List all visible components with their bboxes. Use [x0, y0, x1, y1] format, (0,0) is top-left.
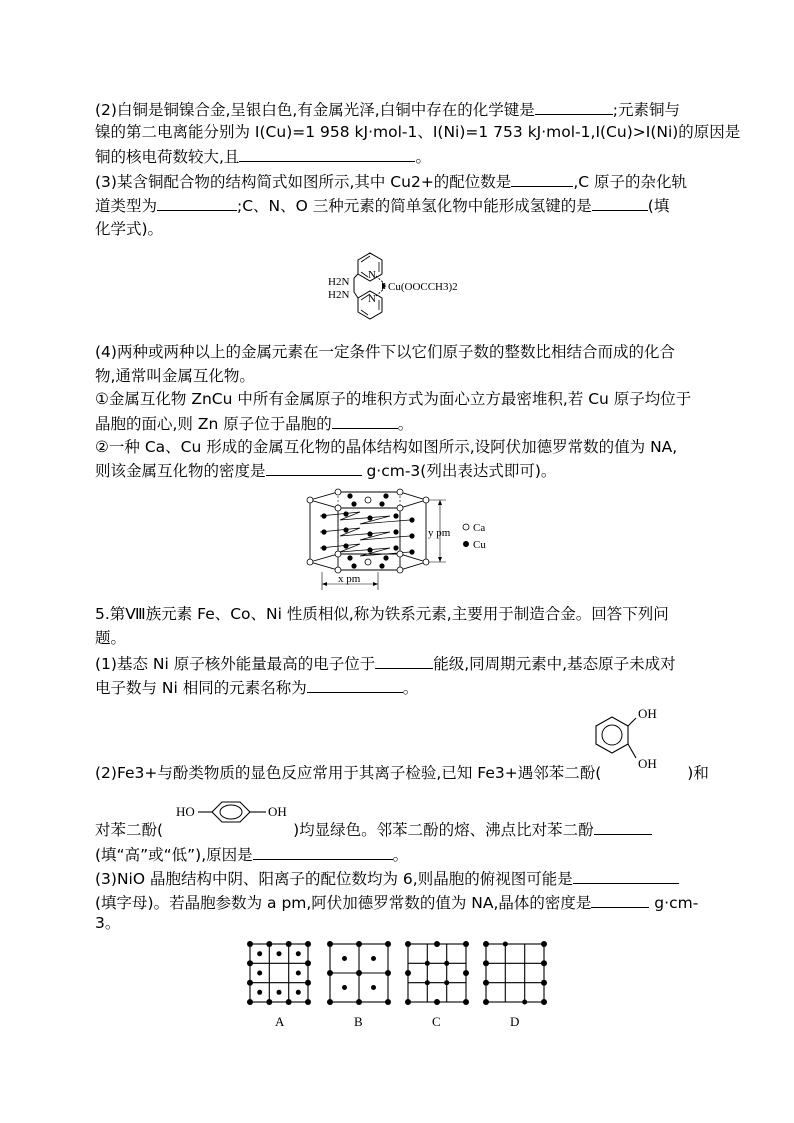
text: ;C、N、O 三种元素的简单氢化物中能形成氢键的是	[237, 197, 592, 215]
option-d-dots	[483, 941, 547, 1005]
answer-blank[interactable]	[375, 652, 433, 669]
text: 对苯二酚(	[95, 821, 164, 839]
n-label-bottom: N	[368, 293, 376, 305]
oh-label: OH	[638, 706, 657, 721]
answer-blank[interactable]	[253, 843, 393, 860]
answer-blank[interactable]	[535, 98, 613, 115]
text: g·cm-3(列出表达式即可)。	[361, 462, 557, 480]
text: (填字母)。若晶胞参数为 a pm,阿伏加德罗常数的值为 NA,晶体的密度是	[95, 894, 592, 912]
answer-blank[interactable]	[573, 867, 679, 884]
q5-p3-line3: 3。	[95, 914, 121, 932]
ho-label: HO	[176, 804, 195, 819]
q4-p4a-line2	[95, 412, 413, 435]
q4-p4a-line1: ①金属互化物 ZnCu 中所有金属原子的堆积方式为面心立方最密堆积,若 Cu 原子均位于	[95, 390, 692, 408]
q4-p3-line1	[95, 170, 687, 193]
text: (填“高”或“低”),原因是	[95, 846, 253, 864]
text: 电子数与 Ni 相同的元素名称为	[95, 679, 307, 697]
oh-label: OH	[638, 756, 657, 771]
text: 铜的核电荷数较大,且	[95, 148, 240, 166]
text: )均显绿色。邻苯二酚的熔、沸点比对苯二酚	[293, 821, 594, 839]
option-c-label: C	[432, 1014, 441, 1029]
q4-p2-line1	[95, 98, 680, 121]
text: g·cm-	[649, 894, 699, 912]
ca-cu-crystal-figure	[300, 486, 500, 596]
cu-legend-marker	[463, 541, 469, 547]
q4-p2-line2: 镍的第二电离能分别为 I(Cu)=1 958 kJ·mol-1、I(Ni)=1 753 kJ·mol-1,I(Cu)>I(Ni)的原因是	[95, 123, 741, 141]
cu-legend-label: Cu	[473, 539, 486, 551]
answer-blank[interactable]	[266, 459, 362, 476]
answer-blank[interactable]	[157, 194, 237, 211]
text: 则该金属互化物的密度是	[95, 462, 266, 480]
q5-p2-line2	[95, 818, 652, 841]
h2n-bottom-label: H2N	[328, 289, 350, 301]
answer-blank[interactable]	[591, 891, 649, 908]
q5-p1-line1	[95, 652, 676, 675]
answer-blank[interactable]	[592, 194, 648, 211]
q5-p3-line1	[95, 867, 679, 890]
text: (2)Fe3+与酚类物质的显色反应常用于其离子检验,已知 Fe3+遇邻苯二酚(	[95, 764, 602, 782]
text: (2)白铜是铜镍合金,呈银白色,有金属光泽,白铜中存在的化学键是	[95, 101, 535, 119]
option-d-label: D	[510, 1014, 520, 1029]
q4-p3-line3: 化学式)。	[95, 220, 164, 238]
text: 。	[392, 846, 409, 864]
text: 道类型为	[95, 197, 158, 215]
q4-p4-line1: (4)两种或两种以上的金属元素在一定条件下以它们原子数的整数比相结合而成的化合	[95, 343, 675, 361]
answer-blank[interactable]	[511, 170, 573, 187]
cu-acetate-label: Cu(OOCCH3)2	[388, 281, 458, 293]
text: (填	[647, 197, 670, 215]
text: (3)NiO 晶胞结构中阴、阳离子的配位数均为 6,则晶胞的俯视图可能是	[95, 870, 573, 888]
q5-stem-line1: 5.第Ⅷ族元素 Fe、Co、Ni 性质相似,称为铁系元素,主要用于制造合金。回答下列问	[95, 605, 669, 623]
q4-p4b-line2	[95, 459, 556, 482]
option-a-dots	[247, 941, 311, 1005]
answer-blank[interactable]	[307, 676, 403, 693]
nio-options-figure	[240, 938, 560, 1034]
text: 。	[402, 679, 419, 697]
q5-p2-line3	[95, 843, 408, 866]
option-d-grid	[486, 944, 544, 1002]
text: 。	[415, 148, 431, 166]
q5-p3-line2	[95, 891, 698, 914]
h2n-top-label: H2N	[328, 276, 350, 288]
text: 能级,同周期元素中,基态原子未成对	[433, 655, 676, 673]
q5-stem-line2: 题。	[95, 629, 127, 647]
text: ,C 原子的杂化轨	[573, 173, 687, 191]
text: )和	[687, 764, 709, 782]
text: ;元素铜与	[612, 101, 680, 119]
text: 晶胞的面心,则 Zn 原子位于晶胞的	[95, 415, 332, 433]
answer-blank[interactable]	[594, 818, 652, 835]
q5-p1-line2	[95, 676, 418, 699]
y-pm-label: y pm	[428, 527, 451, 539]
oh-label: OH	[268, 804, 287, 819]
ca-legend-marker	[463, 524, 469, 530]
q4-p4b-line1: ②一种 Ca、Cu 形成的金属互化物的晶体结构如图所示,设阿伏加德罗常数的值为 NA,	[95, 438, 678, 456]
x-pm-label: x pm	[338, 573, 361, 585]
q4-p3-line2	[95, 194, 669, 217]
answer-blank[interactable]	[239, 145, 415, 162]
option-c-dots	[405, 941, 469, 1005]
n-label-top: N	[368, 269, 376, 281]
copper-complex-figure	[318, 238, 478, 334]
text: (1)基态 Ni 原子核外能量最高的电子位于	[95, 655, 376, 673]
option-c-grid	[408, 944, 466, 1002]
text: 。	[397, 415, 414, 433]
option-a-label: A	[275, 1014, 285, 1029]
ca-legend-label: Ca	[473, 522, 486, 534]
answer-blank[interactable]	[332, 412, 398, 429]
option-b-label: B	[354, 1014, 363, 1029]
q4-p4-line2: 物,通常叫金属互化物。	[95, 367, 255, 385]
text: (3)某含铜配合物的结构简式如图所示,其中 Cu2+的配位数是	[95, 173, 512, 191]
q4-p2-line3	[95, 145, 431, 168]
q5-p2-line1	[95, 762, 709, 784]
